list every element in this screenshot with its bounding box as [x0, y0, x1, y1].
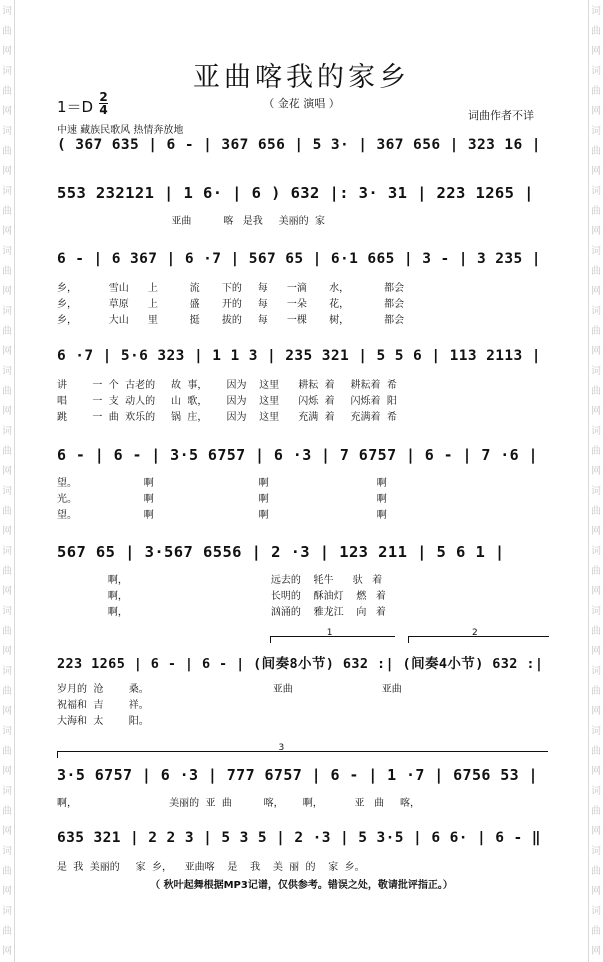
- watermark-char: 词: [2, 786, 12, 797]
- notation-line: 6 - | 6 - | 3·5 6757 | 6 ·3 | 7 6757 | 6 - | 7 ·6 |: [57, 446, 538, 464]
- watermark-char: 词: [2, 906, 12, 917]
- watermark-char: 曲: [591, 626, 601, 637]
- watermark-char: 网: [591, 526, 601, 537]
- time-sig-bottom: 4: [99, 103, 108, 117]
- watermark-char: 曲: [2, 326, 12, 337]
- watermark-char: 词: [591, 666, 601, 677]
- lyric-line: 唱 一 支 动人的 山 歌， 因为 这里 闪烁 着 闪烁着 阳: [57, 396, 397, 407]
- volta-bracket-1: [270, 628, 395, 643]
- watermark-char: 词: [2, 66, 12, 77]
- watermark-char: 网: [2, 886, 12, 897]
- watermark-char: 曲: [591, 866, 601, 877]
- notation-line: 223 1265 | 6 - | 6 - | (间奏8小节) 632 :| (间奏4小节) 632 :|: [57, 656, 544, 672]
- lyric-line: 乡， 草原 上 盛 开的 每 一朵 花， 都会: [57, 299, 405, 310]
- notation-line: 6 - | 6 367 | 6 ·7 | 567 65 | 6·1 665 | 3 - | 3 235 |: [57, 251, 541, 267]
- watermark-char: 网: [591, 886, 601, 897]
- watermark-char: 网: [591, 346, 601, 357]
- watermark-char: 词: [591, 66, 601, 77]
- watermark-char: 网: [591, 826, 601, 837]
- watermark-char: 曲: [591, 506, 601, 517]
- lyric-line: 大海和 太 阳。: [57, 716, 149, 727]
- watermark-char: 网: [591, 46, 601, 57]
- watermark-char: 网: [591, 466, 601, 477]
- watermark-char: 网: [591, 586, 601, 597]
- watermark-char: 网: [2, 646, 12, 657]
- watermark-char: 词: [2, 186, 12, 197]
- watermark-char: 词: [591, 726, 601, 737]
- watermark-char: 词: [2, 606, 12, 617]
- lyric-line: 啊， 美丽的 亚 曲 喀， 啊， 亚 曲 喀，: [57, 798, 420, 809]
- singer-credit: （ 金花 演唱 ）: [263, 97, 340, 110]
- watermark-char: 网: [2, 406, 12, 417]
- lyric-line: 啊， 汹涌的 雅龙江 向 着: [57, 607, 386, 618]
- watermark-char: 曲: [591, 746, 601, 757]
- watermark-char: 词: [2, 366, 12, 377]
- watermark-char: 词: [2, 246, 12, 257]
- watermark-char: 词: [591, 486, 601, 497]
- watermark-char: 词: [591, 186, 601, 197]
- watermark-char: 曲: [2, 686, 12, 697]
- watermark-char: 网: [2, 526, 12, 537]
- watermark-char: 曲: [591, 26, 601, 37]
- lyric-line: 啊， 远去的 牦牛 驮 着: [57, 575, 383, 586]
- time-signature: [99, 92, 108, 115]
- volta-bracket-3: [57, 743, 548, 758]
- watermark-char: 网: [2, 946, 12, 957]
- watermark-char: 网: [591, 106, 601, 117]
- watermark-char: 曲: [2, 746, 12, 757]
- volta-label: 3: [278, 743, 285, 753]
- lyric-line: 跳 一 曲 欢乐的 锅 庄， 因为 这里 充满 着 充满着 希: [57, 412, 397, 423]
- watermark-char: 曲: [591, 86, 601, 97]
- author-credit: 词曲作者不详: [468, 109, 534, 122]
- watermark-char: 词: [2, 726, 12, 737]
- watermark-char: 曲: [2, 86, 12, 97]
- lyric-line: 是 我 美丽的 家 乡， 亚曲喀 是 我 美 丽 的 家 乡。: [57, 862, 365, 873]
- watermark-char: 曲: [591, 686, 601, 697]
- watermark-right: [588, 0, 603, 962]
- notation-line: 567 65 | 3·567 6556 | 2 ·3 | 123 211 | 5 6 1 |: [57, 543, 505, 561]
- notation-line: ( 367 635 | 6 - | 367 656 | 5 3· | 367 656 | 323 16 |: [57, 137, 541, 153]
- watermark-char: 曲: [591, 266, 601, 277]
- lyric-line: 祝福和 吉 祥。: [57, 700, 149, 711]
- watermark-char: 曲: [591, 146, 601, 157]
- watermark-char: 网: [2, 106, 12, 117]
- watermark-char: 曲: [591, 926, 601, 937]
- notation-line: 3·5 6757 | 6 ·3 | 777 6757 | 6 - | 1 ·7 | 6756 53 |: [57, 766, 538, 784]
- notation-line: 6 ·7 | 5·6 323 | 1 1 3 | 235 321 | 5 5 6 | 113 2113 |: [57, 348, 541, 364]
- key-signature: 1＝D: [57, 98, 94, 116]
- watermark-char: 网: [591, 406, 601, 417]
- watermark-char: 曲: [591, 386, 601, 397]
- watermark-char: 词: [2, 486, 12, 497]
- notation-line: 553 232121 | 1 6· | 6 ) 632 |: 3· 31 | 223 1265 |: [57, 184, 534, 202]
- watermark-char: 词: [2, 6, 12, 17]
- watermark-char: 词: [591, 6, 601, 17]
- tempo-marking: 中速 藏族民歌风 热情奔放地: [57, 125, 184, 136]
- lyric-line: 亚曲 喀 是我 美丽的 家: [57, 216, 326, 227]
- song-title: 亚曲喀我的家乡: [193, 62, 410, 93]
- lyric-line: 望。 啊 啊 啊: [57, 510, 387, 521]
- watermark-char: 曲: [2, 266, 12, 277]
- watermark-char: 词: [591, 126, 601, 137]
- watermark-char: 词: [591, 366, 601, 377]
- watermark-char: 网: [2, 826, 12, 837]
- lyric-line: 岁月的 沧 桑。 亚曲 亚曲: [57, 684, 402, 695]
- lyric-line: 乡， 大山 里 挺 拔的 每 一棵 树， 都会: [57, 315, 405, 326]
- watermark-char: 网: [591, 946, 601, 957]
- lyric-line: 望。 啊 啊 啊: [57, 478, 387, 489]
- watermark-char: 曲: [2, 446, 12, 457]
- watermark-char: 曲: [2, 806, 12, 817]
- watermark-char: 词: [2, 426, 12, 437]
- watermark-char: 曲: [2, 146, 12, 157]
- watermark-char: 词: [2, 846, 12, 857]
- volta-label: 1: [326, 628, 333, 638]
- watermark-char: 网: [2, 346, 12, 357]
- watermark-char: 词: [591, 906, 601, 917]
- watermark-char: 网: [591, 286, 601, 297]
- time-sig-top: 2: [99, 90, 108, 104]
- watermark-char: 曲: [2, 26, 12, 37]
- watermark-char: 网: [2, 586, 12, 597]
- watermark-char: 曲: [2, 506, 12, 517]
- watermark-char: 网: [591, 706, 601, 717]
- watermark-char: 网: [591, 766, 601, 777]
- watermark-char: 网: [2, 766, 12, 777]
- watermark-char: 曲: [591, 206, 601, 217]
- footer-note: （ 秋叶起舞根据MP3记谱，仅供参考。错误之处，敬请批评指正。）: [150, 880, 453, 891]
- watermark-char: 网: [591, 226, 601, 237]
- notation-line: 635 321 | 2 2 3 | 5 3 5 | 2 ·3 | 5 3·5 | 6 6· | 6 - ‖: [57, 830, 541, 846]
- watermark-char: 曲: [2, 566, 12, 577]
- watermark-char: 曲: [2, 386, 12, 397]
- watermark-char: 词: [591, 306, 601, 317]
- watermark-char: 词: [2, 546, 12, 557]
- watermark-char: 网: [2, 46, 12, 57]
- watermark-char: 词: [591, 786, 601, 797]
- watermark-char: 曲: [2, 626, 12, 637]
- watermark-char: 曲: [591, 326, 601, 337]
- watermark-char: 曲: [2, 926, 12, 937]
- watermark-char: 词: [591, 846, 601, 857]
- watermark-char: 词: [2, 306, 12, 317]
- watermark-char: 词: [591, 246, 601, 257]
- watermark-char: 网: [591, 646, 601, 657]
- watermark-char: 网: [591, 166, 601, 177]
- watermark-char: 网: [2, 286, 12, 297]
- lyric-line: 啊， 长明的 酥油灯 燃 着: [57, 591, 386, 602]
- watermark-char: 网: [2, 226, 12, 237]
- lyric-line: 光。 啊 啊 啊: [57, 494, 387, 505]
- watermark-char: 词: [2, 666, 12, 677]
- watermark-char: 网: [2, 706, 12, 717]
- watermark-char: 曲: [2, 866, 12, 877]
- watermark-char: 曲: [2, 206, 12, 217]
- lyric-line: 乡， 雪山 上 流 下的 每 一滴 水， 都会: [57, 283, 405, 294]
- watermark-char: 网: [2, 466, 12, 477]
- lyric-line: 讲 一 个 古老的 故 事， 因为 这里 耕耘 着 耕耘着 希: [57, 380, 397, 391]
- watermark-char: 词: [2, 126, 12, 137]
- watermark-char: 曲: [591, 806, 601, 817]
- watermark-left: [0, 0, 15, 962]
- watermark-char: 网: [2, 166, 12, 177]
- watermark-char: 词: [591, 546, 601, 557]
- volta-bracket-2: [408, 628, 549, 643]
- watermark-char: 曲: [591, 446, 601, 457]
- watermark-char: 曲: [591, 566, 601, 577]
- watermark-char: 词: [591, 426, 601, 437]
- watermark-char: 词: [591, 606, 601, 617]
- volta-label: 2: [472, 628, 478, 638]
